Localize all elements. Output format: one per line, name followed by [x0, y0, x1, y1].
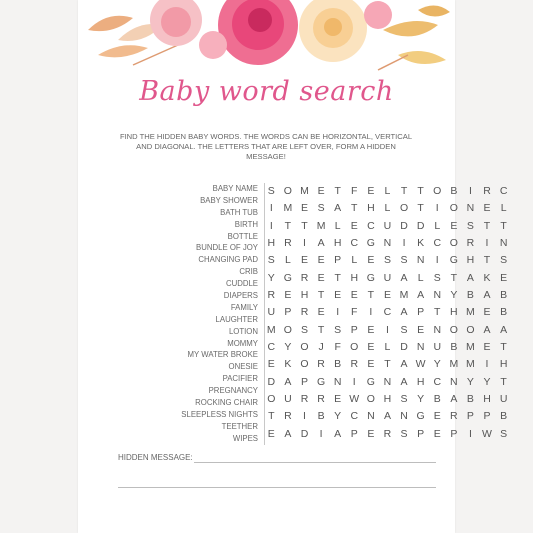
word-list-item: PREGNANCY [208, 386, 258, 396]
grid-letter[interactable]: T [317, 323, 325, 336]
grid-letter[interactable]: N [383, 375, 392, 388]
grid-letter[interactable]: I [319, 427, 323, 440]
grid-letter[interactable]: I [485, 358, 489, 371]
grid-letter[interactable]: A [417, 288, 425, 301]
grid-letter[interactable]: P [350, 323, 358, 336]
grid-letter[interactable]: I [303, 410, 306, 423]
grid-letter[interactable]: I [485, 236, 489, 249]
grid-letter[interactable]: S [267, 254, 275, 267]
grid-letter[interactable]: M [266, 323, 276, 336]
word-list-item: MY WATER BROKE [187, 350, 258, 360]
grid-letter[interactable]: E [334, 392, 342, 405]
grid-letter[interactable]: N [433, 323, 442, 336]
grid-row [263, 408, 512, 425]
grid-letter[interactable]: E [317, 271, 325, 284]
grid-letter[interactable]: F [334, 340, 341, 353]
grid-letter[interactable]: I [269, 219, 273, 232]
grid-letter[interactable]: T [417, 202, 424, 215]
grid-row [263, 183, 512, 200]
grid-letter[interactable]: L [384, 185, 391, 197]
grid-letter[interactable]: I [336, 306, 340, 319]
grid-letter[interactable]: S [300, 323, 308, 336]
grid-letter[interactable]: B [334, 358, 342, 371]
grid-letter[interactable]: H [466, 254, 475, 267]
grid-letter[interactable]: Y [433, 358, 441, 371]
grid-letter[interactable]: H [450, 306, 458, 319]
grid-letter[interactable]: I [468, 185, 472, 197]
grid-letter[interactable]: A [500, 323, 508, 336]
grid-letter[interactable]: A [284, 375, 292, 388]
grid-letter[interactable]: I [402, 236, 406, 249]
grid-letter[interactable]: M [449, 358, 459, 371]
grid-letter[interactable]: R [317, 358, 325, 371]
grid-row [263, 200, 512, 217]
grid-letter[interactable]: T [500, 375, 507, 388]
word-list-item: ONESIE [228, 362, 258, 372]
grid-letter[interactable]: O [399, 202, 409, 215]
grid-letter[interactable]: A [466, 271, 474, 284]
grid-letter[interactable]: U [383, 271, 392, 284]
grid-letter[interactable]: G [416, 410, 425, 423]
grid-letter[interactable]: P [450, 427, 458, 440]
grid-letter[interactable]: T [268, 410, 275, 423]
grid-letter[interactable]: O [466, 323, 475, 336]
grid-letter[interactable]: P [483, 410, 491, 423]
grid-letter[interactable]: E [483, 306, 491, 319]
grid-letter[interactable]: E [367, 358, 375, 371]
grid-letter[interactable]: E [300, 202, 308, 215]
grid-letter[interactable]: T [334, 271, 341, 284]
grid-letter[interactable]: P [466, 410, 474, 423]
grid-letter[interactable]: Y [466, 375, 474, 388]
grid-letter[interactable]: O [350, 340, 359, 353]
grid-letter[interactable]: N [416, 340, 425, 353]
grid-letter[interactable]: Y [483, 375, 491, 388]
word-list-item: BATH TUB [220, 207, 258, 217]
grid-letter[interactable]: E [317, 306, 325, 319]
grid-letter[interactable]: T [434, 306, 441, 319]
grid-letter[interactable]: O [300, 358, 309, 371]
grid-row [263, 339, 512, 356]
grid-letter[interactable]: G [316, 375, 326, 388]
grid-letter[interactable]: E [483, 340, 491, 353]
grid-letter[interactable]: M [283, 202, 293, 215]
grid-letter[interactable]: R [284, 410, 292, 423]
grid-letter[interactable]: L [384, 202, 391, 215]
grid-row [263, 356, 512, 373]
grid-letter[interactable]: D [400, 340, 408, 353]
grid-letter[interactable]: N [367, 410, 375, 423]
grid-letter[interactable]: P [300, 375, 308, 388]
grid-letter[interactable]: Y [334, 410, 342, 423]
grid-letter[interactable]: O [449, 202, 458, 215]
grid-letter[interactable]: G [366, 236, 375, 249]
grid-letter[interactable]: R [483, 185, 491, 197]
grid-letter[interactable]: T [367, 288, 375, 301]
word-list-item: CRIB [239, 267, 258, 277]
grid-letter[interactable]: I [303, 236, 306, 249]
grid-letter[interactable]: P [284, 306, 292, 319]
grid-letter[interactable]: T [317, 288, 325, 301]
grid-letter[interactable]: F [351, 185, 358, 197]
grid-letter[interactable]: R [383, 427, 392, 440]
grid-letter[interactable]: H [499, 358, 508, 371]
grid-letter[interactable]: I [352, 375, 356, 388]
grid-letter[interactable]: E [267, 427, 275, 440]
grid-letter[interactable]: C [267, 340, 276, 353]
grid-letter[interactable]: S [400, 323, 408, 336]
grid-letter[interactable]: E [500, 271, 508, 284]
grid-letter[interactable]: D [416, 219, 425, 232]
grid-letter[interactable]: B [450, 340, 458, 353]
word-list-item: LOTION [228, 326, 258, 336]
grid-letter[interactable]: C [499, 185, 508, 197]
word-list-item: TEETHER [221, 421, 258, 431]
word-list-item: BABY SHOWER [200, 195, 258, 205]
grid-letter[interactable]: O [267, 392, 276, 405]
grid-letter[interactable]: E [367, 185, 375, 197]
grid-letter[interactable]: E [350, 288, 358, 301]
word-list-item: CHANGING PAD [198, 255, 258, 265]
grid-letter[interactable]: T [483, 219, 491, 232]
grid-row [263, 270, 512, 287]
hidden-message-label: HIDDEN MESSAGE: [118, 453, 193, 462]
grid-letter[interactable]: T [301, 219, 308, 232]
grid-letter[interactable]: U [499, 392, 508, 405]
grid-letter[interactable]: E [284, 288, 292, 301]
grid-letter[interactable]: T [450, 271, 458, 284]
grid-letter[interactable]: O [283, 185, 292, 197]
grid-letter[interactable]: R [450, 410, 458, 423]
grid-letter[interactable]: N [383, 236, 392, 249]
grid-letter[interactable]: J [318, 340, 324, 353]
grid-letter[interactable]: M [399, 288, 409, 301]
grid-letter[interactable]: H [383, 392, 392, 405]
grid-row [263, 391, 512, 408]
grid-letter[interactable]: D [400, 219, 408, 232]
grid-letter[interactable]: P [350, 427, 358, 440]
grid-letter[interactable]: O [283, 323, 292, 336]
grid-letter[interactable]: O [300, 340, 309, 353]
grid-letter[interactable]: Y [284, 340, 292, 353]
grid-letter[interactable]: A [400, 375, 408, 388]
grid-row [263, 322, 512, 339]
grid-letter[interactable]: E [383, 288, 391, 301]
grid-letter[interactable]: B [466, 392, 474, 405]
grid-letter[interactable]: T [417, 185, 424, 197]
grid-letter[interactable]: R [466, 236, 475, 249]
grid-letter[interactable]: L [500, 202, 507, 215]
grid-row [263, 252, 512, 269]
grid-letter[interactable]: E [450, 219, 458, 232]
grid-letter[interactable]: N [416, 254, 425, 267]
grid-letter[interactable]: U [284, 392, 292, 405]
grid-letter[interactable]: T [351, 202, 358, 215]
grid-letter[interactable]: C [433, 236, 442, 249]
grid-letter[interactable]: T [334, 185, 341, 197]
grid-letter[interactable]: B [317, 410, 325, 423]
word-list-item: BOTTLE [227, 231, 258, 241]
grid-letter[interactable]: E [334, 288, 342, 301]
grid-letter[interactable]: Y [450, 288, 458, 301]
grid-letter[interactable]: D [267, 375, 276, 388]
grid-row [263, 235, 512, 252]
grid-letter[interactable]: B [500, 410, 508, 423]
grid-row [263, 426, 512, 443]
grid-letter[interactable]: A [334, 427, 342, 440]
grid-letter[interactable]: N [450, 375, 458, 388]
grid-letter[interactable]: L [334, 219, 341, 232]
hidden-message-line-2[interactable] [118, 487, 436, 488]
grid-letter[interactable]: I [369, 306, 373, 319]
word-list-item: DIAPERS [223, 291, 258, 301]
grid-letter[interactable]: G [449, 254, 458, 267]
grid-letter[interactable]: A [400, 306, 408, 319]
grid-letter[interactable]: O [433, 185, 442, 197]
grid-letter[interactable]: T [400, 185, 408, 197]
grid-letter[interactable]: W [415, 358, 426, 371]
grid-letter[interactable]: E [317, 185, 325, 197]
grid-letter[interactable]: N [499, 236, 508, 249]
grid-letter[interactable]: R [284, 236, 292, 249]
grid-letter[interactable]: O [449, 236, 458, 249]
grid-letter[interactable]: U [433, 340, 442, 353]
grid-letter[interactable]: E [367, 323, 375, 336]
grid-letter[interactable]: I [435, 202, 439, 215]
grid-letter[interactable]: A [400, 358, 408, 371]
grid-letter[interactable]: H [416, 375, 425, 388]
grid-letter[interactable]: G [366, 271, 375, 284]
word-list-item: WIPES [232, 433, 258, 443]
grid-letter[interactable]: S [334, 323, 342, 336]
grid-letter[interactable]: U [383, 219, 392, 232]
grid-letter[interactable]: T [500, 340, 507, 353]
grid-letter[interactable]: E [367, 340, 375, 353]
grid-letter[interactable]: M [466, 306, 475, 319]
word-list-item: PACIFIER [222, 374, 258, 384]
grid-letter[interactable]: S [466, 219, 474, 232]
grid-letter[interactable]: I [435, 254, 439, 267]
word-list [96, 183, 265, 445]
grid-letter[interactable]: R [350, 358, 359, 371]
grid-letter[interactable]: A [334, 202, 342, 215]
grid-letter[interactable]: S [317, 202, 325, 215]
grid-letter[interactable]: K [483, 271, 491, 284]
grid-letter[interactable]: I [269, 202, 273, 215]
grid-letter[interactable]: L [417, 271, 424, 284]
grid-letter[interactable]: Y [417, 392, 425, 405]
hidden-message-line[interactable] [194, 462, 436, 463]
grid-row [263, 304, 512, 321]
grid-letter[interactable]: T [284, 219, 292, 232]
grid-letter[interactable]: E [483, 202, 491, 215]
grid-letter[interactable]: R [317, 392, 325, 405]
grid-letter[interactable]: G [366, 375, 375, 388]
grid-letter[interactable]: A [400, 271, 408, 284]
grid-letter[interactable]: S [500, 254, 508, 267]
grid-letter[interactable]: B [500, 306, 508, 319]
grid-letter[interactable]: A [284, 427, 292, 440]
grid-letter[interactable]: K [284, 358, 292, 371]
grid-letter[interactable]: R [300, 392, 309, 405]
grid-letter[interactable]: B [466, 288, 474, 301]
grid-letter[interactable]: S [500, 427, 508, 440]
word-list-item: MOMMY [227, 338, 258, 348]
grid-letter[interactable]: A [450, 392, 458, 405]
grid-letter[interactable]: L [351, 254, 358, 267]
grid-letter[interactable]: R [300, 271, 309, 284]
grid-letter[interactable]: B [433, 392, 441, 405]
grid-letter[interactable]: M [466, 340, 475, 353]
grid-row [263, 374, 512, 391]
word-list-item: BIRTH [234, 219, 258, 229]
grid-letter[interactable]: C [383, 306, 392, 319]
grid-letter[interactable]: I [385, 323, 389, 336]
grid-letter[interactable]: H [267, 236, 276, 249]
grid-letter[interactable]: O [366, 392, 375, 405]
grid-letter[interactable]: S [400, 392, 408, 405]
grid-letter[interactable]: G [283, 271, 292, 284]
grid-letter[interactable]: H [300, 288, 309, 301]
grid-letter[interactable]: C [350, 236, 359, 249]
grid-letter[interactable]: B [500, 288, 508, 301]
grid-letter[interactable]: E [267, 358, 275, 371]
grid-letter[interactable]: S [383, 254, 391, 267]
grid-letter[interactable]: K [417, 236, 425, 249]
grid-letter[interactable]: R [300, 306, 309, 319]
grid-letter[interactable]: L [284, 254, 291, 267]
grid-row [263, 218, 512, 235]
grid-letter[interactable]: S [400, 254, 408, 267]
grid-letter[interactable]: P [417, 306, 425, 319]
grid-letter[interactable]: W [482, 427, 492, 440]
grid-letter[interactable]: I [468, 427, 472, 440]
grid-letter[interactable]: O [449, 323, 458, 336]
grid-letter[interactable]: E [433, 427, 441, 440]
grid-letter[interactable]: T [384, 358, 391, 371]
page-title: Baby word search [139, 76, 394, 107]
grid-letter[interactable]: E [300, 254, 308, 267]
grid-letter[interactable]: B [450, 185, 458, 197]
grid-letter[interactable]: P [417, 427, 425, 440]
grid-letter[interactable]: C [433, 375, 442, 388]
grid-letter[interactable]: S [433, 271, 441, 284]
grid-letter[interactable]: T [483, 254, 491, 267]
word-list-item: BABY NAME [212, 184, 258, 193]
instructions-text: FIND THE HIDDEN BABY WORDS. THE WORDS CAN BE HORIZONTAL, VERTICAL AND DIAGONAL. THE LETTERS THAT ARE LEFT OVER, FORM A HIDDEN MESSAGE! [119, 132, 413, 162]
grid-letter[interactable]: M [300, 185, 309, 197]
grid-letter[interactable]: L [384, 340, 391, 353]
grid-letter[interactable]: P [334, 254, 342, 267]
grid-letter[interactable]: F [351, 306, 358, 319]
grid-letter[interactable]: M [466, 358, 475, 371]
grid-letter[interactable]: N [400, 410, 408, 423]
grid-letter[interactable]: A [483, 288, 491, 301]
grid-letter[interactable]: E [317, 254, 325, 267]
grid-letter[interactable]: N [333, 375, 342, 388]
grid-letter[interactable]: H [367, 202, 375, 215]
letter-grid [263, 183, 512, 443]
word-list-item: ROCKING CHAIR [195, 398, 258, 408]
grid-letter[interactable]: N [466, 202, 475, 215]
grid-letter[interactable]: H [333, 236, 342, 249]
grid-letter[interactable]: R [267, 288, 276, 301]
grid-letter[interactable]: E [417, 323, 425, 336]
word-list-item: SLEEPLESS NIGHTS [181, 409, 258, 419]
grid-letter[interactable]: L [434, 219, 441, 232]
grid-letter[interactable]: A [483, 323, 491, 336]
grid-letter[interactable]: C [367, 219, 375, 232]
grid-letter[interactable]: H [483, 392, 491, 405]
grid-letter[interactable]: S [400, 427, 408, 440]
grid-letter[interactable]: N [433, 288, 442, 301]
word-list-item: CUDDLE [225, 279, 258, 289]
grid-letter[interactable]: E [350, 219, 358, 232]
word-search-card [78, 0, 508, 533]
grid-letter[interactable]: C [350, 410, 359, 423]
grid-letter[interactable]: M [316, 219, 326, 232]
grid-letter[interactable]: T [500, 219, 507, 232]
grid-letter[interactable]: S [267, 185, 275, 197]
grid-letter[interactable]: A [383, 410, 391, 423]
word-list-item: BUNDLE OF JOY [196, 243, 258, 253]
grid-letter[interactable]: W [349, 392, 360, 405]
word-list-item: LAUGHTER [215, 314, 258, 324]
grid-letter[interactable]: E [433, 410, 441, 423]
grid-letter[interactable]: A [317, 236, 325, 249]
word-list-item: FAMILY [230, 302, 258, 312]
grid-row [263, 287, 512, 304]
grid-letter[interactable]: D [300, 427, 309, 440]
grid-letter[interactable]: E [367, 427, 375, 440]
grid-letter[interactable]: Y [267, 271, 275, 284]
grid-letter[interactable]: H [350, 271, 359, 284]
grid-letter[interactable]: U [267, 306, 276, 319]
grid-letter[interactable]: E [367, 254, 375, 267]
